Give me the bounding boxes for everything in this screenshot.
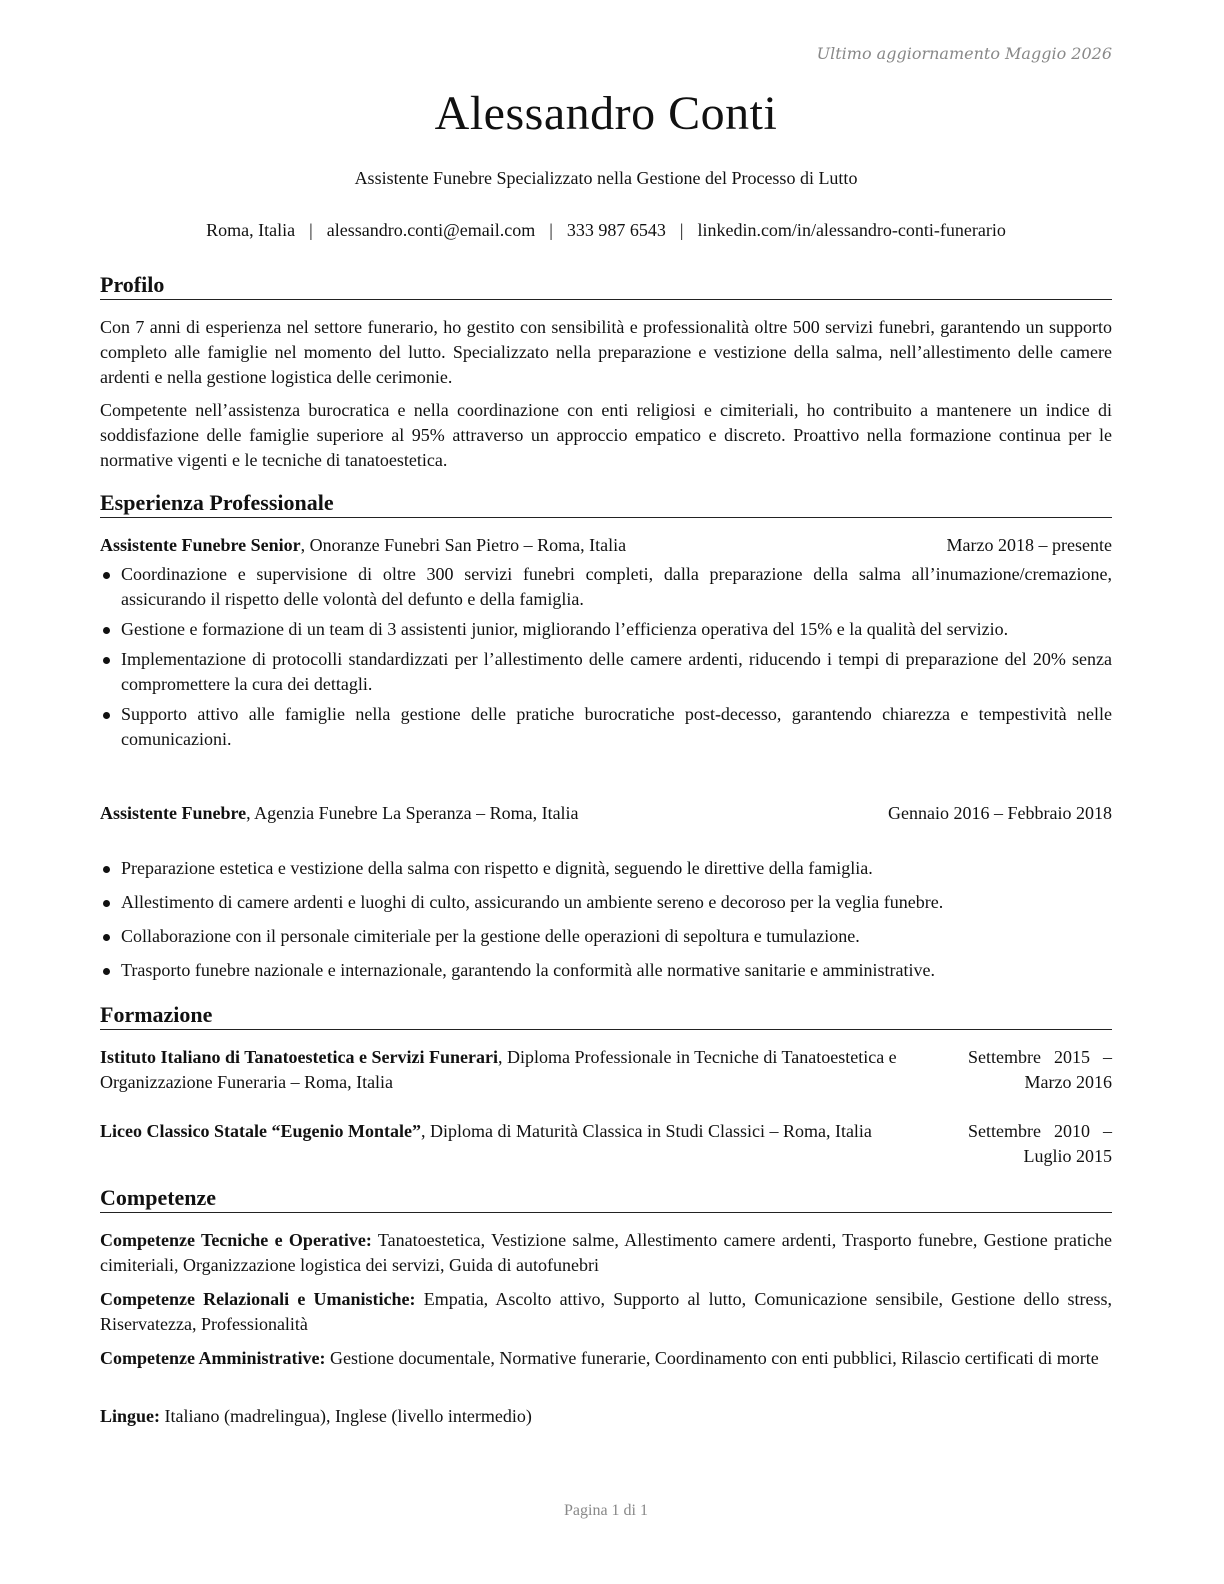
skill-text: Gestione documentale, Normative funerarie, Coordinamento con enti pubblici, Rilascio certificati di morte (325, 1348, 1099, 1368)
job-organization: , Agenzia Funebre La Speranza – Roma, Italia (246, 803, 579, 823)
job-bullets (100, 562, 1112, 752)
list-item: Allestimento di camere ardenti e luoghi di culto, assicurando un ambiente sereno e decoroso per la veglia funebre. (100, 890, 1112, 915)
skill-text: Italiano (madrelingua), Inglese (livello intermedio) (160, 1406, 532, 1426)
contact-email[interactable]: alessandro.conti@email.com (326, 220, 536, 240)
job-date: Gennaio 2016 – Febbraio 2018 (888, 803, 1112, 823)
job-header (100, 801, 1112, 826)
job-organization: , Onoranze Funebri San Pietro – Roma, Italia (300, 535, 627, 555)
contact-linkedin[interactable]: linkedin.com/in/alessandro-conti-funerario (697, 220, 1006, 240)
skill-label: Competenze Relazionali e Umanistiche: (100, 1289, 416, 1309)
education-detail: , Diploma di Maturità Classica in Studi Classici – Roma, Italia (420, 1121, 872, 1141)
contact-separator: | (309, 220, 313, 240)
resume-page (100, 0, 1112, 1584)
section-title-profile: Profilo (100, 272, 1112, 300)
skill-text: Tanatoestetica, Vestizione salme, Allestimento camere ardenti, Trasporto funebre, Gestione pratiche cimiteriali, Organizzazione logistica dei servizi, Guida di autofunebri (100, 1230, 1112, 1275)
contact-location: Roma, Italia (206, 220, 296, 240)
skill-group (100, 1228, 1112, 1278)
contact-line (100, 220, 1112, 241)
job-role: Assistente Funebre Senior (100, 535, 301, 555)
list-item: Gestione e formazione di un team di 3 assistenti junior, migliorando l’efficienza operativa del 15% e la qualità del servizio. (100, 617, 1112, 642)
education-entry (100, 1045, 1112, 1095)
list-item: Implementazione di protocolli standardizzati per l’allestimento delle camere ardenti, riducendo i tempi di preparazione del 20% senza compromettere la cura dei dettagli. (100, 647, 1112, 697)
candidate-name: Alessandro Conti (434, 87, 778, 140)
skill-label: Competenze Amministrative: (100, 1348, 326, 1368)
job-header (100, 533, 1112, 558)
section-title-skills: Competenze (100, 1185, 1112, 1213)
skill-group (100, 1404, 1112, 1429)
job-bullets (100, 856, 1112, 983)
list-item: Preparazione estetica e vestizione della salma con rispetto e dignità, seguendo le direttive della famiglia. (100, 856, 1112, 881)
skill-label: Lingue: (100, 1406, 161, 1426)
education-detail: , Diploma Professionale in Tecniche di Tanatoestetica e Organizzazione Funeraria – Roma, Italia (100, 1047, 897, 1092)
job-date: Marzo 2018 – presente (946, 535, 1112, 555)
skill-group (100, 1346, 1112, 1371)
section-title-education: Formazione (100, 1002, 1112, 1030)
skill-text: Empatia, Ascolto attivo, Supporto al lutto, Comunicazione sensibile, Gestione dello stress, Riservatezza, Professionalità (100, 1289, 1113, 1334)
list-item: Coordinazione e supervisione di oltre 300 servizi funebri completi, dalla preparazione della salma all’inumazione/cremazione, assicurando il rispetto delle volontà del defunto e della famiglia. (100, 562, 1112, 612)
contact-phone[interactable]: 333 987 6543 (566, 220, 666, 240)
contact-separator: | (549, 220, 553, 240)
education-date: Settembre 2010 – Luglio 2015 (968, 1121, 1112, 1166)
skill-label: Competenze Tecniche e Operative: (100, 1230, 372, 1250)
education-entry (100, 1119, 1112, 1166)
section-title-experience: Esperienza Professionale (100, 490, 1112, 518)
page-number: Pagina 1 di 1 (564, 1502, 648, 1519)
list-item: Trasporto funebre nazionale e internazionale, garantendo la conformità alle normative sanitarie e amministrative. (100, 958, 1112, 983)
education-date: Settembre 2015 – Marzo 2016 (968, 1047, 1112, 1092)
skill-group (100, 1287, 1112, 1337)
profile-paragraph: Con 7 anni di esperienza nel settore funerario, ho gestito con sensibilità e professionalità oltre 500 servizi funebri, garantendo un supporto completo alle famiglie nel momento del lutto. Specializzato nella preparazione e vestizione della salma, nell’allestimento delle camere ardenti e nella gestione logistica delle cerimonie. (100, 317, 1112, 387)
contact-separator: | (679, 220, 684, 240)
education-institution: Istituto Italiano di Tanatoestetica e Servizi Funerari (100, 1047, 498, 1067)
education-institution: Liceo Classico Statale “Eugenio Montale” (100, 1121, 421, 1141)
last-updated: Ultimo aggiornamento Maggio 2026 (816, 44, 1112, 63)
list-item: Supporto attivo alle famiglie nella gestione delle pratiche burocratiche post-decesso, garantendo chiarezza e tempestività nelle comunicazioni. (100, 702, 1112, 752)
profile-paragraph: Competente nell’assistenza burocratica e nella coordinazione con enti religiosi e cimiteriali, ho contribuito a mantenere un indice di soddisfazione delle famiglie superiore al 95% attraverso un approccio empatico e discreto. Proattivo nella formazione continua per le normative vigenti e le tecniche di tanatoestetica. (100, 400, 1112, 470)
list-item: Collaborazione con il personale cimiteriale per la gestione delle operazioni di sepoltura e tumulazione. (100, 924, 1112, 949)
candidate-subtitle: Assistente Funebre Specializzato nella Gestione del Processo di Lutto (354, 168, 858, 188)
job-role: Assistente Funebre (100, 803, 247, 823)
